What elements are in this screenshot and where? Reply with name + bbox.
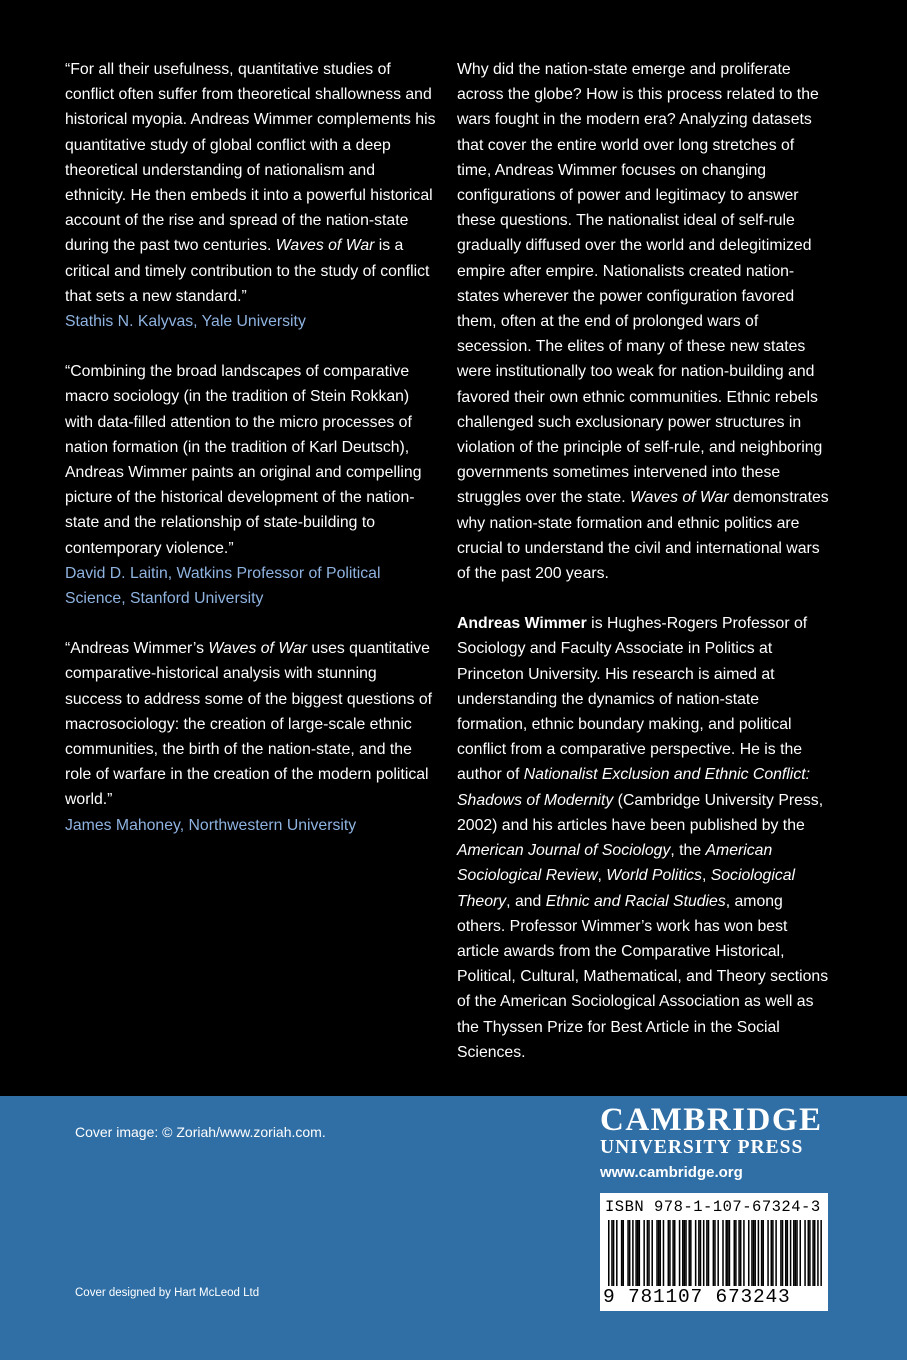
description-column bbox=[457, 57, 830, 1065]
barcode-bar bbox=[785, 1220, 787, 1286]
barcode-number: 9 781107 673243 bbox=[603, 1286, 791, 1308]
cover-design-credit: Cover designed by Hart McLeod Ltd bbox=[75, 1287, 260, 1299]
text-segment: (Cambridge University Press, 2002) and his articles have been published by the bbox=[457, 791, 824, 834]
endorsement bbox=[65, 636, 437, 838]
text-segment: is a critical and timely contribution to the study of conflict that sets a new standard.” bbox=[65, 237, 430, 305]
barcode-bar bbox=[643, 1220, 645, 1286]
barcode-bar bbox=[772, 1220, 774, 1286]
barcode-bar bbox=[734, 1220, 736, 1286]
endorsement-quote bbox=[65, 636, 437, 812]
barcode-bar bbox=[751, 1220, 753, 1286]
barcode-bar bbox=[668, 1220, 670, 1286]
barcode-bar bbox=[775, 1220, 777, 1286]
publisher-url: www.cambridge.org bbox=[600, 1164, 743, 1181]
barcode-bar bbox=[814, 1220, 816, 1286]
italic-title: World Politics bbox=[606, 867, 702, 885]
barcode-bar bbox=[629, 1220, 631, 1286]
barcode-bars bbox=[608, 1220, 822, 1286]
barcode-bar bbox=[795, 1220, 797, 1286]
barcode-bar bbox=[639, 1220, 641, 1286]
italic-title: Nationalist Exclusion and Ethnic Conflict: Shadows of Modernity bbox=[457, 766, 810, 809]
barcode-bar bbox=[669, 1220, 671, 1286]
barcode-bar bbox=[729, 1220, 731, 1286]
barcode-bar bbox=[761, 1220, 763, 1286]
barcode-bar bbox=[632, 1220, 634, 1286]
isbn-label: ISBN 978-1-107-67324-3 bbox=[605, 1198, 821, 1216]
barcode-bar bbox=[793, 1220, 795, 1286]
barcode-bar bbox=[808, 1220, 810, 1286]
barcode-bar bbox=[663, 1220, 665, 1286]
barcode-bar bbox=[611, 1220, 613, 1286]
barcode-bar bbox=[685, 1220, 687, 1286]
text-segment: Why did the nation-state emerge and proliferate across the globe? How is this process related to the wars fought in the modern era? Analyzing datasets that cover the entire world over long stretches of time, Andreas Wimmer focuses on changing configurations of power and legitimacy to answer these questions. The nationalist ideal of self-rule gradually diffused over the world and delegitimized empire after empire. Nationalists created nation-states wherever the power configuration favored them, often at the end of prolonged wars of secession. The elites of many of these new states were institutionally too weak for nation-building and favored their own ethnic communities. Ethnic rebels challenged such exclusionary power structures in violation of the principle of self-rule, and neighboring governments sometimes intervened into these struggles over the state. bbox=[457, 61, 823, 507]
barcode-bar bbox=[748, 1220, 750, 1286]
barcode-bar bbox=[621, 1220, 623, 1286]
barcode-bar bbox=[698, 1220, 700, 1286]
barcode-bar bbox=[820, 1220, 822, 1286]
endorsement-attribution: Stathis N. Kalyvas, Yale University bbox=[65, 313, 306, 331]
barcode-bar bbox=[780, 1220, 782, 1286]
barcode-bar bbox=[703, 1220, 705, 1286]
barcode-bar bbox=[622, 1220, 624, 1286]
italic-title: American Journal of Sociology bbox=[457, 842, 671, 860]
endorsements-column bbox=[65, 57, 437, 863]
cover-image-credit: Cover image: © Zoriah/www.zoriah.com. bbox=[75, 1124, 326, 1140]
barcode-bar bbox=[708, 1220, 710, 1286]
endorsement-quote bbox=[65, 359, 437, 561]
text-segment: uses quantitative comparative-historical analysis with stunning success to address some of the biggest questions of macrosociology: the creation of large-scale ethnic communities, the birth of the nation-state, and the role of warfare in the creation of the modern political world.” bbox=[65, 640, 433, 809]
barcode-bar bbox=[651, 1220, 653, 1286]
barcode-bar bbox=[627, 1220, 629, 1286]
barcode-bar bbox=[758, 1220, 760, 1286]
endorsement bbox=[65, 359, 437, 611]
barcode-bar bbox=[613, 1220, 615, 1286]
barcode-bar bbox=[735, 1220, 737, 1286]
italic-title: Sociological Theory bbox=[457, 867, 796, 910]
text-segment: , and bbox=[506, 892, 546, 910]
endorsement-attribution: David D. Laitin, Watkins Professor of Political Science, Stanford University bbox=[65, 564, 381, 608]
barcode-bar bbox=[659, 1220, 661, 1286]
author-name: Andreas Wimmer bbox=[457, 615, 587, 633]
barcode-bar bbox=[679, 1220, 681, 1286]
italic-title: Waves of War bbox=[629, 489, 729, 507]
text-segment: , bbox=[597, 867, 607, 885]
barcode-bar bbox=[767, 1220, 769, 1286]
barcode-bar bbox=[695, 1220, 697, 1286]
endorsement-quote bbox=[65, 57, 437, 309]
publisher-subname: UNIVERSITY PRESS bbox=[600, 1137, 804, 1158]
barcode-bar bbox=[740, 1220, 742, 1286]
endorsement bbox=[65, 57, 437, 334]
barcode-bar bbox=[713, 1220, 715, 1286]
barcode-bar bbox=[658, 1220, 660, 1286]
barcode-bar bbox=[817, 1220, 819, 1286]
barcode-bar bbox=[684, 1220, 686, 1286]
barcode-bar bbox=[754, 1220, 756, 1286]
barcode-bar bbox=[809, 1220, 811, 1286]
barcode-bar bbox=[787, 1220, 789, 1286]
italic-title: American Sociological Review bbox=[457, 842, 773, 885]
barcode-bar bbox=[796, 1220, 798, 1286]
text-segment: , among others. Professor Wimmer’s work has won best article awards from the Comparative Historical, Political, Cultural, Mathematical, and Theory sections of the American Sociological Association as well as the Thyssen Prize for Best Article in the Social Sciences. bbox=[457, 892, 829, 1061]
italic-title: Waves of War bbox=[208, 640, 307, 658]
barcode-bar bbox=[725, 1220, 727, 1286]
barcode-bar bbox=[690, 1220, 692, 1286]
barcode-bar bbox=[762, 1220, 764, 1286]
author-bio bbox=[457, 611, 830, 1065]
barcode-bar bbox=[722, 1220, 724, 1286]
publisher-name: CAMBRIDGE bbox=[600, 1102, 823, 1138]
barcode-bar bbox=[753, 1220, 755, 1286]
text-segment: “Andreas Wimmer’s bbox=[65, 640, 209, 658]
barcode-bar bbox=[804, 1220, 806, 1286]
barcode-bar bbox=[672, 1220, 674, 1286]
barcode-bar bbox=[799, 1220, 801, 1286]
publisher-band bbox=[0, 1096, 907, 1360]
barcode-bar bbox=[647, 1220, 649, 1286]
barcode-bar bbox=[656, 1220, 658, 1286]
barcode-bar bbox=[688, 1220, 690, 1286]
barcode-bar bbox=[674, 1220, 676, 1286]
barcode-bar bbox=[616, 1220, 618, 1286]
barcode-bar bbox=[682, 1220, 684, 1286]
barcode-bar bbox=[714, 1220, 716, 1286]
barcode-bar bbox=[743, 1220, 745, 1286]
barcode-bar bbox=[637, 1220, 639, 1286]
barcode-bar bbox=[782, 1220, 784, 1286]
text-segment: , bbox=[701, 867, 711, 885]
isbn-barcode bbox=[600, 1193, 828, 1311]
barcode-bar bbox=[738, 1220, 740, 1286]
barcode-bar bbox=[706, 1220, 708, 1286]
barcode-bar bbox=[771, 1220, 773, 1286]
endorsement-attribution: James Mahoney, Northwestern University bbox=[65, 816, 357, 834]
italic-title: Ethnic and Racial Studies bbox=[545, 892, 726, 910]
barcode-bar bbox=[812, 1220, 814, 1286]
book-description bbox=[457, 57, 830, 586]
text-segment: “Combining the broad landscapes of comparative macro sociology (in the tradition of Stein Rokkan) with data-filled attention to the micro processes of nation formation (in the tradition of Karl Deutsch), Andreas Wimmer paints an original and compelling picture of the historical development of the nation-state and the relationship of state-building to contemporary violence.” bbox=[65, 363, 422, 557]
cambridge-logo bbox=[600, 1104, 830, 1181]
text-segment: , the bbox=[670, 842, 706, 860]
barcode-bar bbox=[717, 1220, 719, 1286]
text-segment: demonstrates why nation-state formation and ethnic politics are crucial to understand the civil and international wars of the past 200 years. bbox=[457, 489, 829, 583]
barcode-bar bbox=[608, 1220, 610, 1286]
barcode-bar bbox=[635, 1220, 637, 1286]
barcode-bar bbox=[648, 1220, 650, 1286]
text-segment: is Hughes-Rogers Professor of Sociology and Faculty Associate in Politics at Princeton University. His research is aimed at understanding the dynamics of nation-state formation, ethnic boundary making, and political conflict from a comparative perspective. He is the author of bbox=[457, 615, 808, 784]
barcode-bar bbox=[700, 1220, 702, 1286]
barcode-bar bbox=[790, 1220, 792, 1286]
barcode-bar bbox=[727, 1220, 729, 1286]
text-segment: “For all their usefulness, quantitative studies of conflict often suffer from theoretical shallowness and historical myopia. Andreas Wimmer complements his quantitative study of global conflict with a deep theoretical understanding of nationalism and ethnicity. He then embeds it into a powerful historical account of the rise and spread of the nation-state during the past two centuries. bbox=[65, 61, 436, 255]
italic-title: Waves of War bbox=[275, 237, 375, 255]
